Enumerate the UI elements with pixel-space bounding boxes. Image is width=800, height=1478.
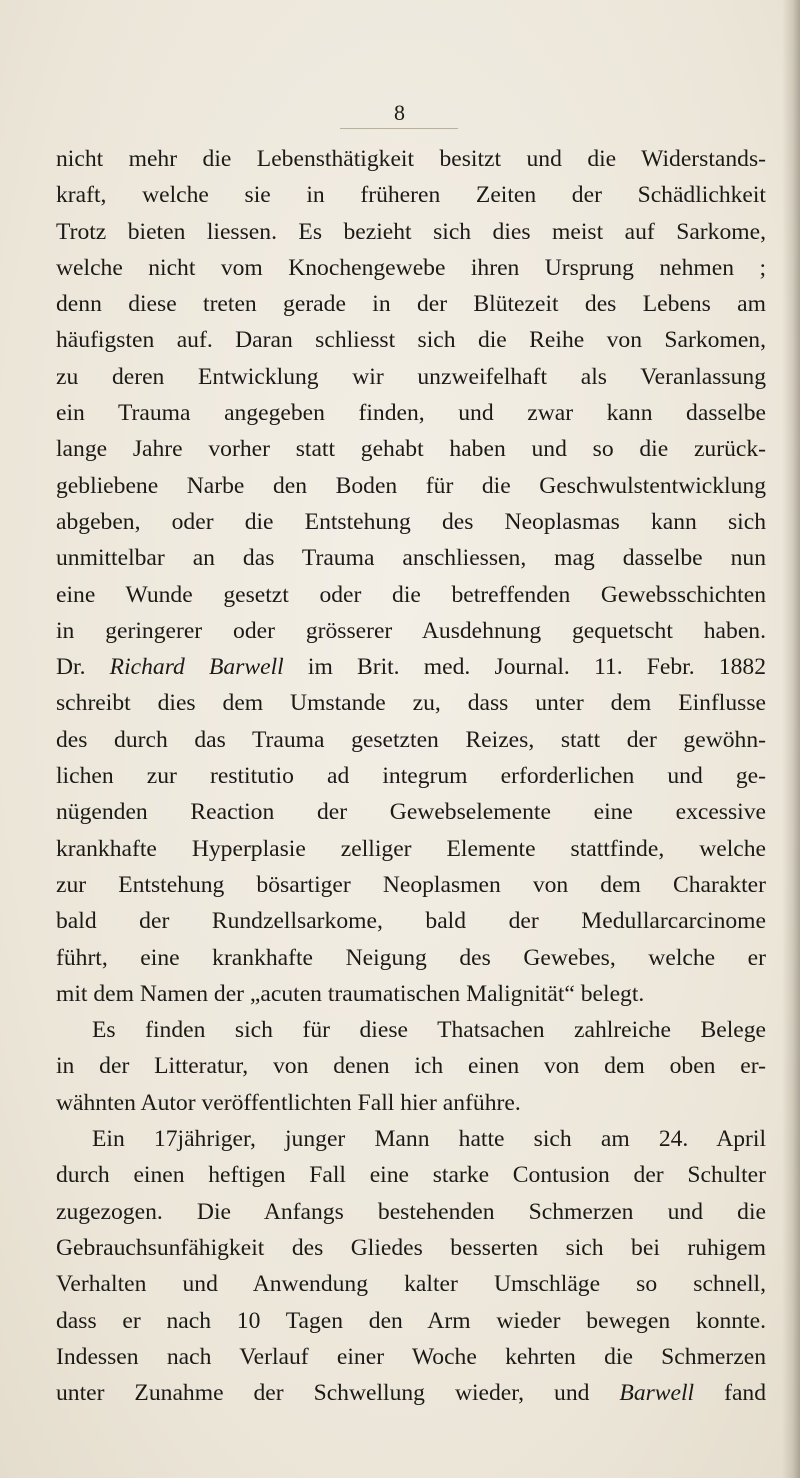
- text-line: nicht mehr die Lebensthätigkeit besitzt und die Widerstands-: [56, 146, 766, 172]
- text-line: abgeben, oder die Entstehung des Neoplasmas kann sich: [56, 508, 766, 535]
- text-line: häufigsten auf. Daran schliesst sich die Reihe von Sarkomen,: [56, 327, 766, 354]
- text-line: eine Wunde gesetzt oder die betreffenden Gewebsschichten: [56, 581, 766, 608]
- text-line: bald der Rundzellsarkome, bald der Medullarcarcinome: [56, 908, 766, 935]
- body-text: [56, 141, 766, 1411]
- text-segment: im Brit. med. Journal. 11. Febr. 1882: [283, 654, 766, 681]
- author-name: Barwell: [619, 1380, 695, 1407]
- text-line: [56, 1375, 766, 1411]
- text-line: in der Litteratur, von denen ich einen von dem oben er-: [56, 1053, 766, 1080]
- text-line: durch einen heftigen Fall eine starke Contusion der Schulter: [56, 1162, 766, 1189]
- text-line: Es finden sich für diese Thatsachen zahlreiche Belege: [92, 1017, 766, 1044]
- text-line: mit dem Namen der „acuten traumatischen Malignität“ belegt.: [56, 980, 645, 1007]
- text-line: gebliebene Narbe den Boden für die Geschwulstentwicklung: [56, 472, 766, 499]
- text-line: in geringerer oder grösserer Ausdehnung gequetscht haben.: [56, 617, 766, 644]
- text-line: krankhafte Hyperplasie zelliger Elemente stattfinde, welche: [56, 835, 766, 862]
- text-segment: fand: [694, 1380, 767, 1407]
- text-line: zu deren Entwicklung wir unzweifelhaft als Veranlassung: [56, 363, 766, 390]
- text-line: führt, eine krankhafte Neigung des Gewebes, welche er: [56, 944, 766, 971]
- text-line: Trotz bieten liessen. Es bezieht sich dies meist auf Sarkome,: [56, 218, 766, 245]
- page-number-rule: [340, 128, 458, 129]
- text-line: zur Entstehung bösartiger Neoplasmen von dem Charakter: [56, 871, 766, 898]
- text-line: zugezogen. Die Anfangs bestehenden Schmerzen und die: [56, 1198, 766, 1225]
- text-line: dass er nach 10 Tagen den Arm wieder bewegen konnte.: [56, 1307, 766, 1334]
- page-edge-shadow: [782, 0, 800, 1478]
- text-line: Verhalten und Anwendung kalter Umschläge so schnell,: [56, 1271, 766, 1298]
- text-line: kraft, welche sie in früheren Zeiten der Schädlichkeit: [56, 182, 766, 209]
- text-segment: Dr.: [56, 654, 110, 681]
- text-line: lange Jahre vorher statt gehabt haben und so die zurück-: [56, 436, 766, 463]
- text-line: denn diese treten gerade in der Blütezeit des Lebens am: [56, 291, 766, 318]
- text-line: des durch das Trauma gesetzten Reizes, statt der gewöhn-: [56, 726, 766, 753]
- text-line: nügenden Reaction der Gewebselemente eine excessive: [56, 799, 766, 826]
- text-line: Ein 17jähriger, junger Mann hatte sich am 24. April: [92, 1126, 766, 1153]
- text-line: [56, 649, 766, 685]
- text-line: Indessen nach Verlauf einer Woche kehrten die Schmerzen: [56, 1343, 766, 1370]
- text-segment: unter Zunahme der Schwellung wieder, und: [56, 1380, 620, 1407]
- text-line: lichen zur restitutio ad integrum erforderlichen und ge-: [56, 763, 766, 790]
- text-line: welche nicht vom Knochengewebe ihren Ursprung nehmen ;: [56, 254, 766, 281]
- page-number: 8: [394, 100, 406, 125]
- text-line: unmittelbar an das Trauma anschliessen, mag dasselbe nun: [56, 545, 766, 572]
- text-line: Gebrauchsunfähigkeit des Gliedes besserten sich bei ruhigem: [56, 1234, 766, 1261]
- text-line: schreibt dies dem Umstande zu, dass unter dem Einflusse: [56, 690, 766, 717]
- text-line: wähnten Autor veröffentlichten Fall hier anführe.: [56, 1089, 521, 1116]
- author-name: Richard Barwell: [109, 654, 284, 681]
- text-line: ein Trauma angegeben finden, und zwar kann dasselbe: [56, 400, 766, 427]
